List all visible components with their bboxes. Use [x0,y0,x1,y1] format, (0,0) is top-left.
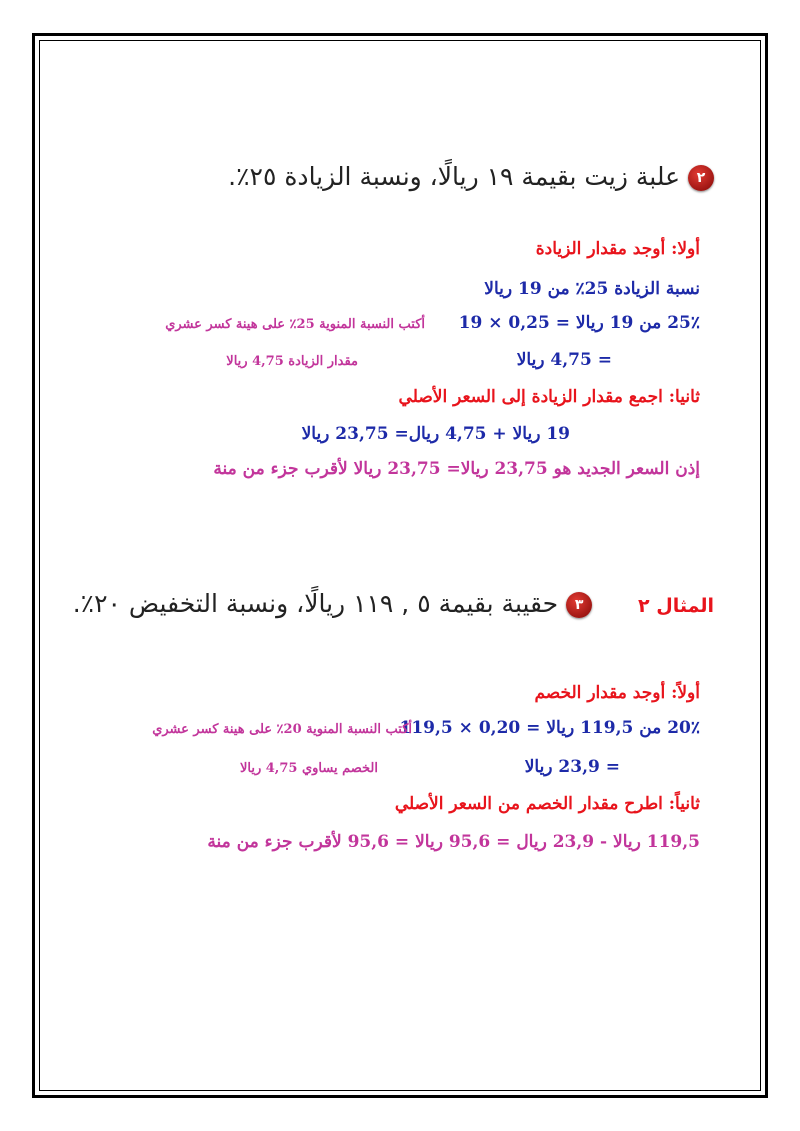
problem-a-conclusion: إذن السعر الجديد هو 23,75 ريالا= 23,75 ريالا لأقرب جزء من منة [213,459,700,479]
problem-b-number-badge: ٣ [566,592,592,618]
problem-a-line4: 19 ريالا + 4,75 ريال= 23,75 ريالا [301,424,570,444]
problem-b-heading [73,589,714,618]
problem-b-statement: حقيبة بقيمة ٥ , ١١٩ ريالًا، ونسبة التخفيض ٢٠٪. [72,589,559,618]
example-label: المثال ٢ [638,595,714,617]
problem-b-line1: 20٪ من 119,5 ريالا = 0,20 × 119,5 [399,718,700,738]
problem-a-step2-title: ثانيا: اجمع مقدار الزيادة إلى السعر الأصلي [398,387,700,407]
page-border-inner [39,40,761,1091]
problem-a-step1-title: أولا: أوجد مقدار الزيادة [535,239,700,259]
problem-b-step2-title: ثانياً: اطرح مقدار الخصم من السعر الأصلي [394,794,700,814]
problem-a-number-badge: ٢ [688,165,714,191]
problem-a-line1: نسبة الزيادة 25٪ من 19 ريالا [484,279,700,299]
problem-a-note3: مقدار الزيادة 4,75 ريالا [226,354,358,369]
problem-a-heading [228,162,714,191]
problem-b-line2: = 23,9 ريالا [524,757,620,777]
problem-a-statement: علبة زيت بقيمة ١٩ ريالًا، ونسبة الزيادة ٢٥٪. [228,162,681,191]
problem-b-note1: أكتب النسبة المنوية 20٪ على هينة كسر عشري [152,722,412,737]
problem-b-note2: الخصم يساوي 4,75 ريالا [239,761,378,776]
problem-b-step1-title: أولاً: أوجد مقدار الخصم [534,683,700,703]
problem-a-note2: أكتب النسبة المنوية 25٪ على هينة كسر عشري [165,317,425,332]
problem-b-conclusion: 119,5 ريالا - 23,9 ريال = 95,6 ريالا = 95,6 لأقرب جزء من منة [207,832,700,852]
problem-a-line2: 25٪ من 19 ريالا = 0,25 × 19 [458,313,700,333]
problem-a-line3: = 4,75 ريالا [516,350,612,370]
